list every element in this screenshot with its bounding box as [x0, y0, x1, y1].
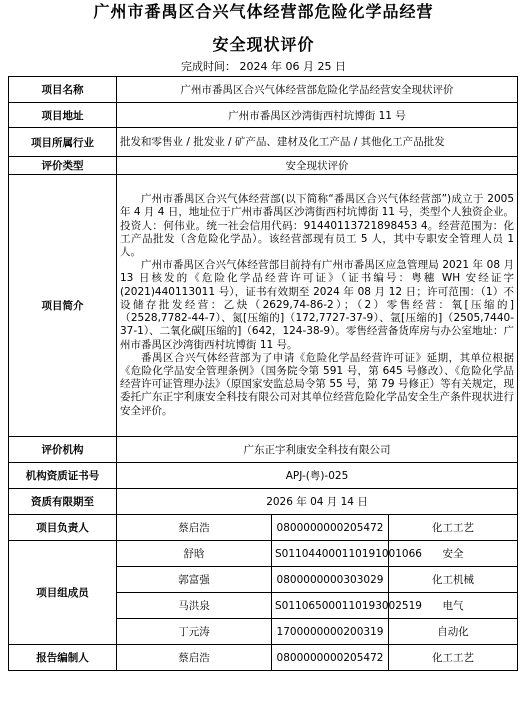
project-leader-row [9, 515, 518, 541]
person-name: 舒晗 [117, 541, 272, 567]
project-name-label: 项目名称 [9, 77, 117, 103]
project-intro-row [9, 175, 518, 437]
person-specialty: 化工工艺 [389, 515, 518, 541]
project-address-value: 广州市番禺区沙湾街西村坑博街 11 号 [117, 103, 518, 128]
person-specialty: 化工机械 [389, 567, 518, 593]
project-address-label: 项目地址 [9, 103, 117, 128]
qualification-expiry-label: 资质有限期至 [9, 489, 117, 515]
team-members-label: 项目组成员 [9, 541, 117, 645]
evaluation-org-value: 广东正宇利康安全科技有限公司 [117, 437, 518, 463]
qualification-cert-value: APJ-(粤)-025 [117, 463, 518, 489]
team-member-row [9, 541, 518, 567]
qualification-expiry-value: 2026 年 04 月 14 日 [117, 489, 518, 515]
project-intro-text [117, 175, 518, 437]
project-address-row [9, 103, 518, 128]
project-industry-label: 项目所属行业 [9, 128, 117, 157]
evaluation-type-label: 评价类型 [9, 157, 117, 175]
page-title-line1: 广州市番禺区合兴气体经营部危险化学品经营 [93, 2, 434, 21]
person-name: 蔡启浩 [117, 515, 272, 541]
person-specialty: 化工工艺 [389, 645, 518, 671]
person-name: 马洪泉 [117, 593, 272, 619]
person-specialty: 安全 [389, 541, 518, 567]
person-name: 丁元涛 [117, 619, 272, 645]
person-cert-number: S011044000110191001066 [272, 541, 389, 567]
project-industry-value: 批发和零售业 / 批发业 / 矿产品、建材及化工产品 / 其他化工产品批发 [117, 128, 518, 157]
person-cert-number: 1700000000200319 [272, 619, 389, 645]
person-name: 蔡启浩 [117, 645, 272, 671]
person-name: 郭富强 [117, 567, 272, 593]
intro-paragraph: 广州市番禺区合兴气体经营部目前持有广州市番禺区应急管理局 2021 年 08 月 13 日核发的《危险化学品经营许可证》（证书编号：粤穗 WH 安经证字(2021)440113011 号），证书有效期至 2024 年 08 月 12 日；许可范围：（1）不设储存批发经营：乙炔（2629,74-86-2）；（2）零售经营：氧[压缩的]（2528,7782-44-7）、氮[压缩的]（172,7727-37-9）、氩[压缩的]（2505,7440-37-1）、二氧化碳[压缩的]（642，124-38-9）。零售经营备货库房与办公室地址：广州市番禺区沙湾街西村坑博街 11 号。 [120, 259, 515, 351]
person-specialty: 自动化 [389, 619, 518, 645]
qualification-cert-row [9, 463, 518, 489]
intro-paragraph: 番禺区合兴气体经营部为了申请《危险化学品经营许可证》延期，其单位根据《危险化学品安全管理条例》（国务院令第 591 号，第 645 号修改）、《危险化学品经营许可证管理办法》（原国家安监总局令第 55 号，第 79 号修正）等有关规定，现委托广东正宇利康安全科技有限公司对其单位经营危险化学品安全生产条件现状进行安全评价。 [120, 351, 515, 417]
intro-paragraph: 广州市番禺区合兴气体经营部(以下简称“番禺区合兴气体经营部”)成立于 2005 年 4 月 4 日，地址位于广州市番禺区沙湾街西村坑博街 11 号，类型个人独资企业。投资人：何伟业。统一社会信用代码：91440113721898453 4。经营范围为：化工产品批发（含危险化学品）。该经营部现有员工 5 人，其中专职安全管理人员 1 人。 [120, 193, 515, 259]
report-compiler-label: 报告编制人 [9, 645, 117, 671]
person-specialty: 电气 [389, 593, 518, 619]
person-cert-number: 0800000000303029 [272, 567, 389, 593]
project-intro-label: 项目简介 [9, 175, 117, 437]
report-info-table [8, 76, 518, 671]
report-compiler-row [9, 645, 518, 671]
evaluation-type-row [9, 157, 518, 175]
page-title-line2: 安全现状评价 [212, 35, 315, 54]
qualification-expiry-row [9, 489, 518, 515]
person-cert-number: 0800000000205472 [272, 645, 389, 671]
project-leader-label: 项目负责人 [9, 515, 117, 541]
project-name-value: 广州市番禺区合兴气体经营部危险化学品经营安全现状评价 [117, 77, 518, 103]
evaluation-org-row [9, 437, 518, 463]
completion-date: 完成时间： 2024 年 06 月 25 日 [181, 60, 346, 73]
project-industry-row [9, 128, 518, 157]
person-cert-number: 0800000000205472 [272, 515, 389, 541]
evaluation-type-value: 安全现状评价 [117, 157, 518, 175]
evaluation-org-label: 评价机构 [9, 437, 117, 463]
qualification-cert-label: 机构资质证书号 [9, 463, 117, 489]
project-name-row [9, 77, 518, 103]
person-cert-number: S011065000110193002519 [272, 593, 389, 619]
